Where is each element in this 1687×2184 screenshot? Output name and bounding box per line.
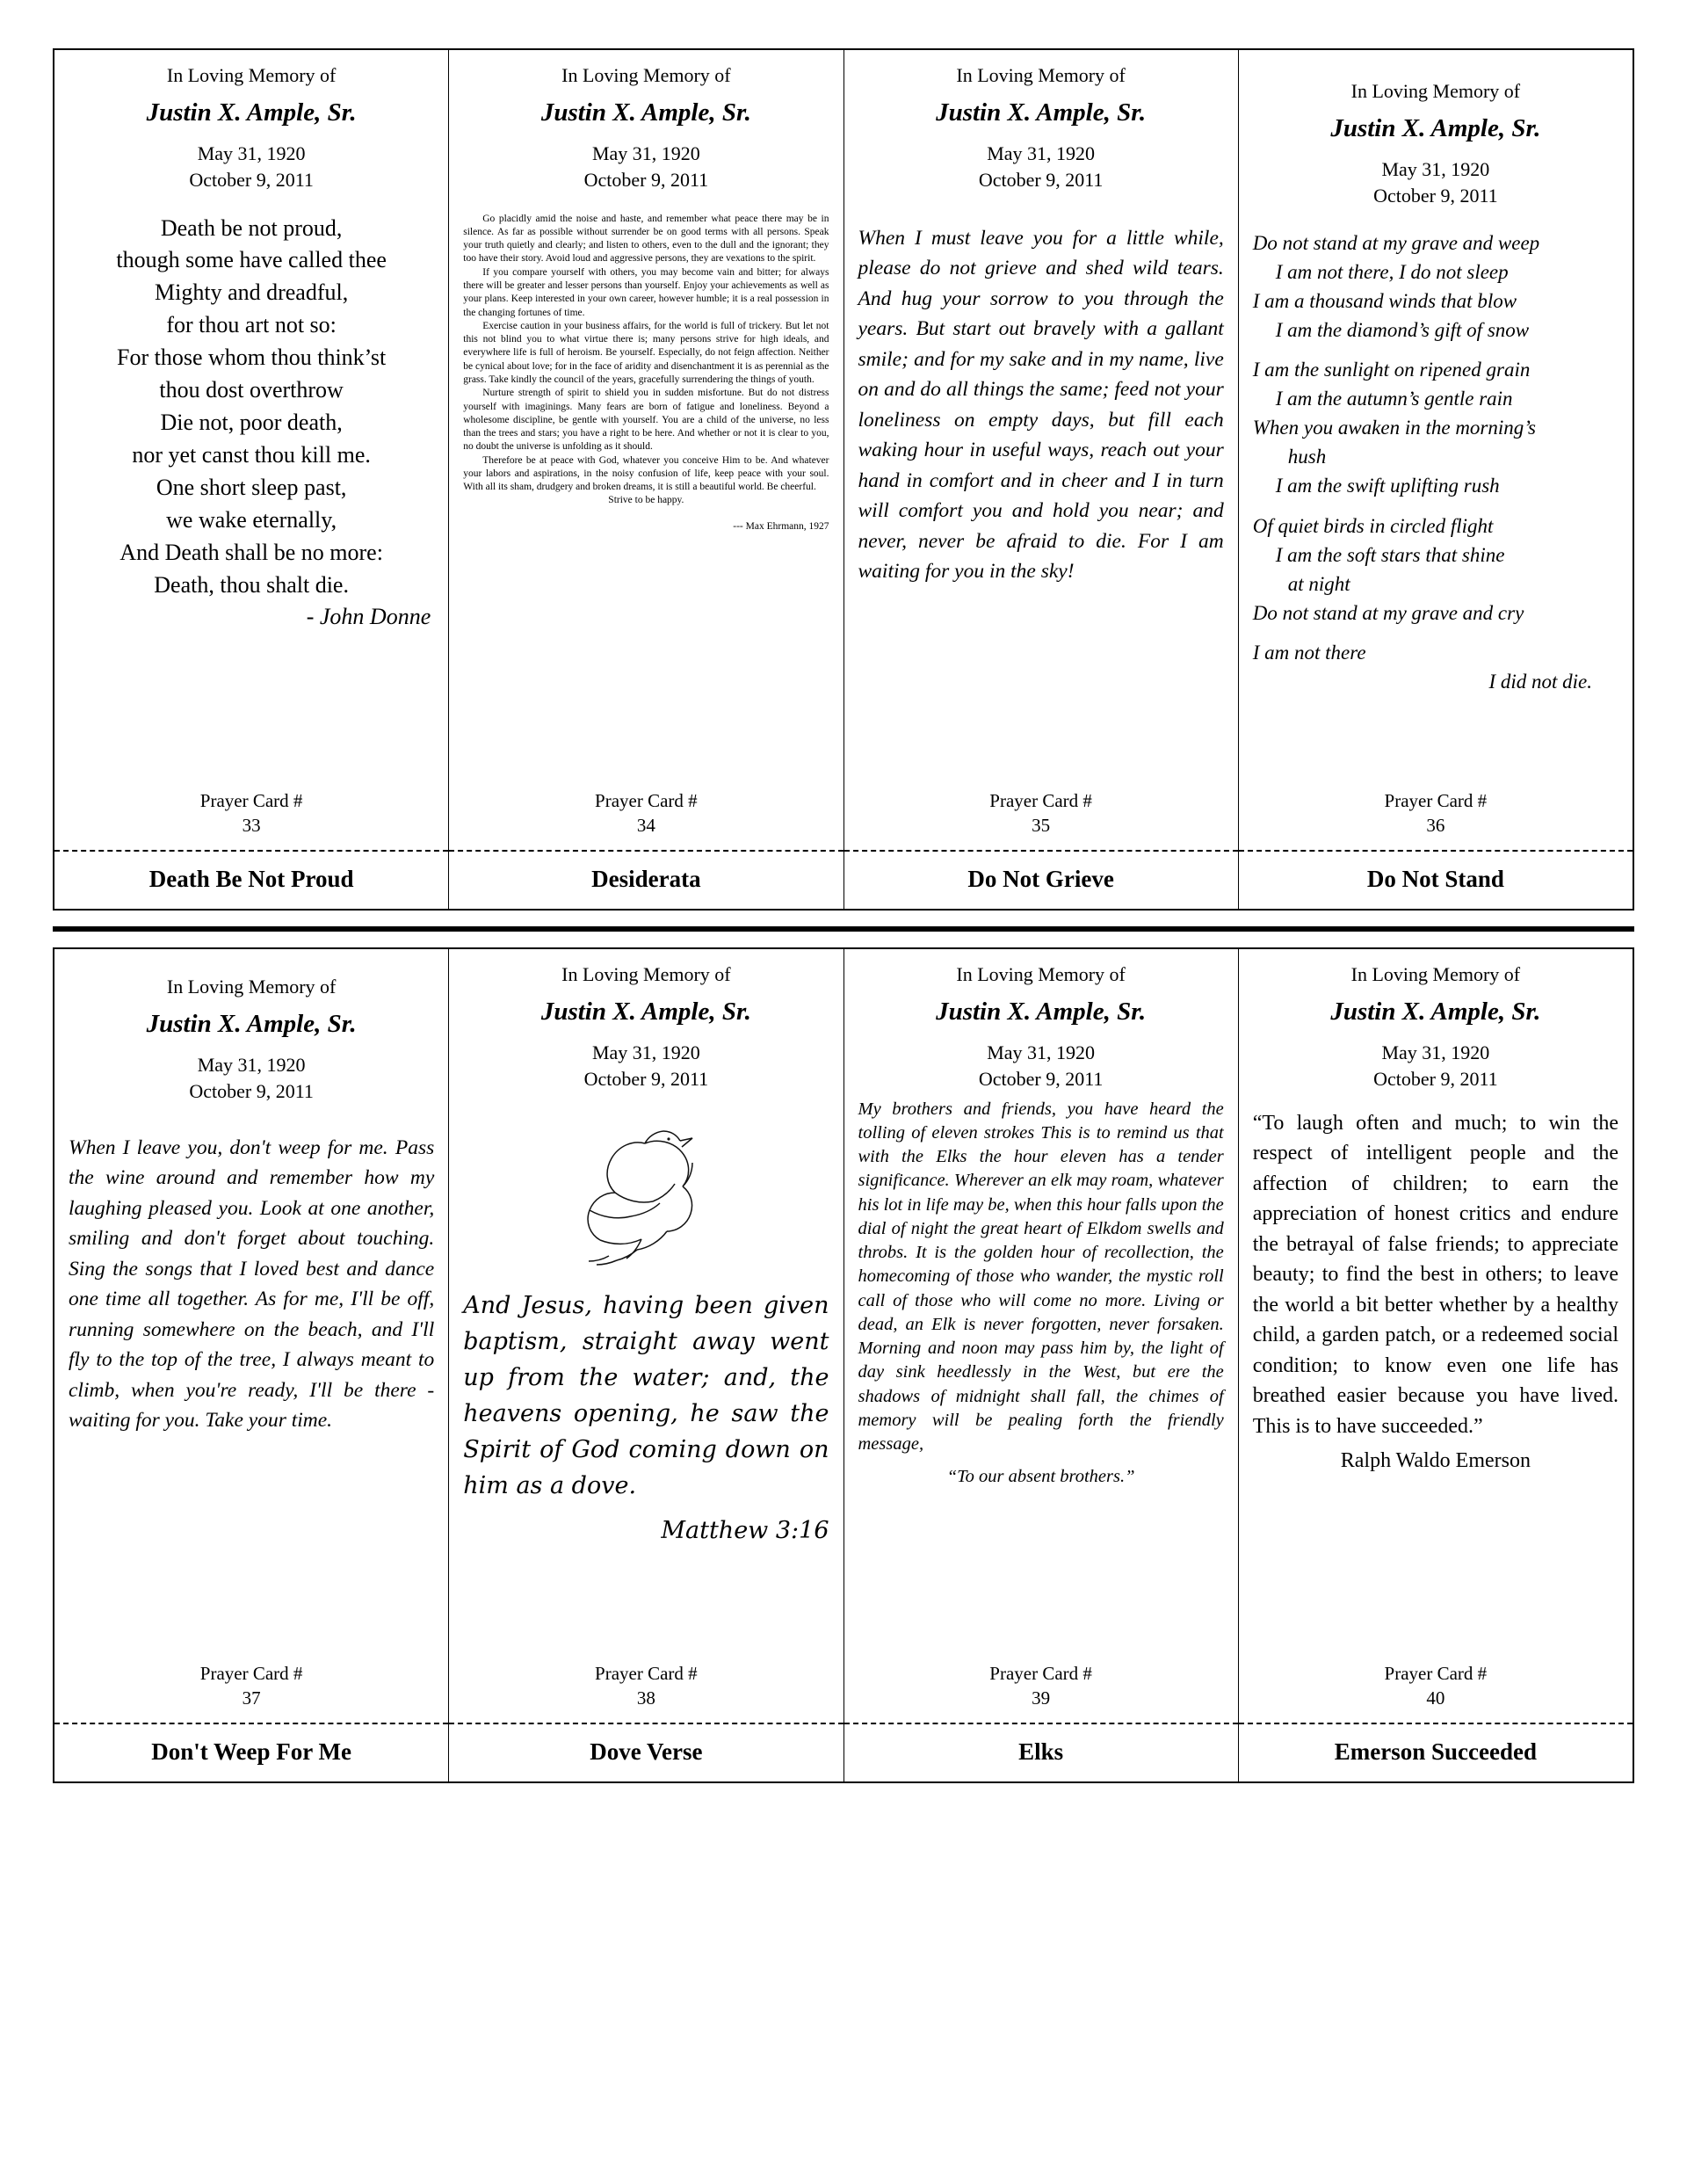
verse-line: I am the soft stars that shine [1275,543,1505,566]
verse-last-line: I did not die. [1488,671,1592,693]
card-footer [463,789,829,846]
card-body [449,50,843,850]
prayer-card-label: Prayer Card # [199,790,303,812]
prayer-card-label: Prayer Card # [989,1663,1092,1685]
prayer-card-number: 38 [636,1687,655,1709]
death-date: October 9, 2011 [1373,184,1498,207]
verse-paragraph: Therefore be at peace with God, whatever you conceive Him to be. And whatever your labors and aspirations, in the noisy confusion of life, keep peace with your soul. With all its sham, drudgery and broken dreams, it is still a beautiful world. Be cheerful. [463,454,829,493]
verse-line: thou dost overthrow [159,377,344,403]
verse-body: And Jesus, having been given baptism, straight away went up from the water; and, the heavens opening, he saw the Spirit of God coming down on him as a dove. [463,1291,829,1499]
prayer-card-37[interactable] [54,949,449,1781]
card-footer [1253,789,1618,846]
in-loving-memory-label: In Loving Memory of [561,64,731,86]
verse-line: Of quiet birds in circled flight [1252,514,1494,537]
verse-attribution: Ralph Waldo Emerson [1340,1448,1531,1472]
birth-date: May 31, 1920 [197,142,306,165]
card-row-top [53,48,1634,911]
verse-paragraph: Go placidly amid the noise and haste, and remember what peace there may be in silence. As far as possible without surrender be on good terms with all persons. Speak your truth quietly and clearly; and listen to others, even to the dull and the ignorant; they too have their story. Avoid loud and aggressive persons, they are vexations to the spirit. [463,213,829,265]
verse-text [463,1288,829,1549]
birth-date: May 31, 1920 [1381,158,1490,181]
verse-attribution: --- Max Ehrmann, 1927 [733,520,829,532]
card-row-bottom [53,947,1634,1783]
prayer-card-number: 33 [242,814,261,836]
verse-paragraph: If you compare yourself with others, you may become vain and bitter; for always there will be greater and lesser persons than yourself. Enjoy your achievements as well as your plans. Keep interested in your own career, however humble; it is a real possession in the changing fortunes of time. [463,266,829,318]
death-date: October 9, 2011 [1373,1067,1498,1090]
verse-text: When I must leave you for a little while, please do not grieve and shed wild tears. And hug your sorrow to you through the years. But start out bravely with a gallant smile; and for my sake and in my name, live on and do all things the same; feed not your loneliness on empty days, but fill each waking hour in useful ways, reach out your hand in comfort and in cheer and I in turn will comfort you and hold you near; and never, never be afraid to die. For I am waiting for you in the sky! [858,226,1224,584]
deceased-name: Justin X. Ample, Sr. [1330,114,1541,143]
verse-line: One short sleep past, [156,474,347,500]
card-body [1239,949,1633,1723]
death-date: October 9, 2011 [978,168,1104,191]
deceased-name: Justin X. Ample, Sr. [936,998,1147,1027]
card-caption: Elks [844,1723,1238,1781]
prayer-card-number: 34 [636,814,655,836]
death-date: October 9, 2011 [583,168,709,191]
verse-line: though some have called thee [116,247,387,273]
in-loving-memory-label: In Loving Memory of [1350,963,1521,985]
verse-line: I am not there, I do not sleep [1275,260,1509,283]
in-loving-memory-label: In Loving Memory of [956,64,1126,86]
verse-line: I am the autumn’s gentle rain [1275,388,1513,410]
card-body [54,50,448,850]
in-loving-memory-label: In Loving Memory of [166,64,337,86]
verse-text [858,1098,1224,1490]
verse-paragraph: Exercise caution in your business affairs, for the world is full of trickery. But let not this not blind you to what virtue there is; many persons strive for high ideals, and everywhere life is full of heroism. Be yourself. Especially, do not feign affection. Neither be cynical about love; for in the face of aridity and disenchantment it is as perennial as the grass. Take kindly the council of the years, gracefully surrendering the things of youth. [463,320,829,385]
card-caption: Do Not Grieve [844,850,1238,909]
verse-line: I am the diamond’s gift of snow [1275,318,1530,341]
death-date: October 9, 2011 [978,1067,1104,1090]
card-footer [858,1662,1224,1719]
prayer-card-40[interactable] [1239,949,1633,1781]
in-loving-memory-label: In Loving Memory of [561,963,731,985]
prayer-card-34[interactable] [449,50,844,909]
life-dates [463,141,829,192]
life-dates [858,1040,1224,1092]
prayer-card-label: Prayer Card # [595,1663,698,1685]
prayer-card-36[interactable] [1239,50,1633,909]
deceased-name: Justin X. Ample, Sr. [540,998,751,1027]
card-body [54,949,448,1723]
prayer-card-33[interactable] [54,50,449,909]
prayer-card-label: Prayer Card # [595,790,698,812]
birth-date: May 31, 1920 [591,142,700,165]
card-caption: Do Not Stand [1239,850,1633,909]
card-sheet-inner [53,48,1634,1783]
birth-date: May 31, 1920 [591,1041,700,1064]
life-dates [1253,156,1618,208]
card-footer [1253,1662,1618,1719]
card-caption: Emerson Succeeded [1239,1723,1633,1781]
prayer-card-35[interactable] [844,50,1239,909]
verse-line: When you awaken in the morning’s [1252,417,1536,439]
row-gap [53,911,1634,926]
verse-line: Do not stand at my grave and cry [1252,601,1524,624]
verse-line: Die not, poor death, [160,410,343,435]
verse-text [463,213,829,533]
card-body [844,949,1238,1723]
verse-line: And Death shall be no more: [119,539,383,565]
birth-date: May 31, 1920 [987,1041,1096,1064]
verse-line: I am the swift uplifting rush [1275,475,1500,497]
card-footer [463,1662,829,1719]
deceased-name: Justin X. Ample, Sr. [1330,998,1541,1027]
in-loving-memory-label: In Loving Memory of [166,976,337,998]
card-footer [858,789,1224,846]
deceased-name: Justin X. Ample, Sr. [146,98,357,127]
prayer-card-label: Prayer Card # [199,1663,303,1685]
verse-line: Death, thou shalt die. [154,571,349,598]
deceased-name: Justin X. Ample, Sr. [540,98,751,127]
prayer-card-number: 40 [1426,1687,1445,1709]
verse-attribution: - John Donne [306,604,431,630]
in-loving-memory-label: In Loving Memory of [956,963,1126,985]
dove-icon [463,1117,829,1266]
verse-line: nor yet canst thou kill me. [132,441,371,468]
verse-line: I am a thousand winds that blow [1252,289,1517,312]
prayer-card-38[interactable] [449,949,844,1781]
life-dates [463,1040,829,1092]
prayer-card-label: Prayer Card # [1384,1663,1488,1685]
life-dates [69,141,434,192]
life-dates [1253,1040,1618,1092]
prayer-card-label: Prayer Card # [989,790,1092,812]
verse-line: Mighty and dreadful, [155,279,349,306]
verse-body: My brothers and friends, you have heard the tolling of eleven strokes This is to remind us that with the Elks the hour eleven has a tender significance. Wherever an elk may roam, whatever his lot in life may be, when this hour falls upon the dial of night the great heart of Elkdom swells and throbs. It is the golden hour of recollection, the homecoming of those who wander, the mystic roll call of those who will come no more. Living or dead, an Elk is never forgotten, never forsaken. Morning and noon may pass him by, the light of day sink heedlessly in the West, but ere the shadows of midnight shall fall, the chimes of memory will be pealing forth the friendly message, [858,1099,1224,1455]
card-caption: Dove Verse [449,1723,843,1781]
card-caption: Death Be Not Proud [54,850,448,909]
verse-quote: “To our absent brothers.” [946,1467,1135,1487]
row-gap [53,932,1634,947]
death-date: October 9, 2011 [583,1067,709,1090]
verse-line: I am not there [1252,641,1366,664]
death-date: October 9, 2011 [189,1079,314,1102]
prayer-card-number: 37 [242,1687,261,1709]
birth-date: May 31, 1920 [1381,1041,1490,1064]
verse-line: Death be not proud, [160,214,343,241]
prayer-card-label: Prayer Card # [1384,790,1488,812]
verse-spacer [1253,501,1618,512]
birth-date: May 31, 1920 [197,1054,306,1077]
card-body [1239,50,1633,850]
card-body [449,949,843,1723]
card-caption: Don't Weep For Me [54,1723,448,1781]
birth-date: May 31, 1920 [987,142,1096,165]
verse-line: Do not stand at my grave and weep [1252,231,1540,254]
in-loving-memory-label: In Loving Memory of [1350,80,1521,102]
card-body [844,50,1238,850]
verse-paragraph: Nurture strength of spirit to shield you in sudden misfortune. But do not distress yourself with imaginings. Many fears are born of fatigue and loneliness. Beyond a wholesome discipline, be gentle with yourself. You are a child of the universe, no less than the trees and stars; you have a right to be here. And whether or not it is clear to you, no doubt the universe is unfolding as it should. [463,388,829,453]
verse-line: hush [1287,446,1327,468]
deceased-name: Justin X. Ample, Sr. [936,98,1147,127]
verse-line: at night [1287,572,1350,595]
prayer-card-number: 39 [1032,1687,1051,1709]
life-dates [69,1052,434,1104]
verse-line: for thou art not so: [166,312,337,338]
card-footer [69,789,434,846]
verse-closing-line: Strive to be happy. [608,495,684,506]
verse-body: “To laugh often and much; to win the respect of intelligent people and the affection of children; to earn the appreciation of honest critics and endure the betrayal of false friends; to appreciate beauty; to find the best in others; to leave the world a bit better whether by a healthy child, a garden patch, or a redeemed social condition; to know even one life has breathed easier because you have lived. This is to have succeeded.” [1252,1111,1618,1439]
verse-text: When I leave you, don't weep for me. Pass the wine around and remember how my laughing pleased you. Look at one another, smiling and don't forget about touching. Sing the songs that I loved best and dance one time all together. As for me, I'll be off, running somewhere on the beach, and I'll fly to the top of the tree, I always meant to climb, when you're ready, I'll be there -waiting for you. Take your time. [69,1136,435,1433]
verse-spacer [1253,345,1618,355]
verse-line: For those whom thou think’st [117,345,387,371]
verse-text [1253,229,1618,697]
verse-line: I am the sunlight on ripened grain [1252,359,1531,381]
card-footer [69,1662,434,1719]
prayer-card-number: 35 [1032,814,1051,836]
card-caption: Desiderata [449,850,843,909]
verse-reference: Matthew 3:16 [661,1516,829,1544]
verse-text [1253,1108,1618,1477]
verse-spacer [1253,628,1618,638]
verse-text [69,213,434,635]
life-dates [858,141,1224,192]
death-date: October 9, 2011 [189,168,314,191]
prayer-card-number: 36 [1426,814,1445,836]
deceased-name: Justin X. Ample, Sr. [146,1010,357,1039]
verse-line: we wake eternally, [166,506,337,533]
prayer-card-39[interactable] [844,949,1239,1781]
